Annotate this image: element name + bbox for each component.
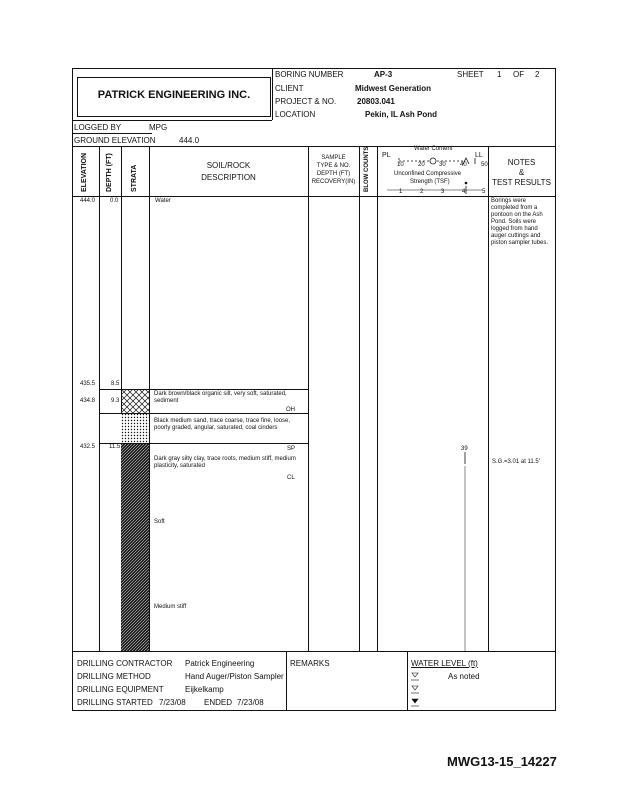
method-value: Hand Auger/Piston Sampler — [185, 672, 284, 681]
client-label: CLIENT — [275, 84, 304, 93]
ucs-label-2: Strength (TSF) — [410, 179, 450, 185]
location-label: LOCATION — [275, 110, 316, 119]
depth-row-0: 0.0 — [110, 198, 119, 204]
sheet-label: SHEET — [457, 70, 484, 79]
client-value: Midwest Generation — [355, 84, 432, 93]
wc-tick-20: 20 — [418, 162, 425, 168]
desc-row-4: Dark gray silty clay, trace roots, medium stiff, medium plasticity, saturated — [154, 456, 296, 469]
desc-row-3: Black medium sand, trace coarse, trace fine, loose, poorly graded, angular, saturated, coal cinders — [154, 418, 291, 431]
notes-header-1: NOTES — [507, 158, 536, 167]
sheet-number: 1 — [497, 70, 502, 79]
ucs-tick-4: 4 — [462, 189, 466, 195]
ended-value: 7/23/08 — [237, 698, 264, 707]
pl-label: PL — [382, 152, 391, 159]
document-id: MWG13-15_14227 — [447, 754, 557, 769]
logged-by-label: LOGGED BY — [74, 123, 122, 132]
boring-number-label: BORING NUMBER — [275, 70, 344, 79]
depth-row-4: 11.5 — [109, 444, 121, 450]
code-row-2: OH — [286, 407, 295, 413]
ground-elevation-label: GROUND ELEVATION — [74, 136, 156, 145]
boring-number: AP-3 — [374, 70, 393, 79]
code-row-3: SP — [287, 446, 296, 452]
equipment-label: DRILLING EQUIPMENT — [77, 685, 164, 694]
ucs-tick-1: 1 — [399, 189, 403, 195]
col-depth: DEPTH (FT) — [106, 153, 113, 192]
firm-name: PATRICK ENGINEERING INC. — [97, 89, 251, 101]
ucs-label-1: Unconfined Compressive — [394, 171, 462, 177]
ucs-tick-3: 3 — [441, 189, 445, 195]
remarks-label: REMARKS — [290, 659, 330, 668]
notes-header-2: & — [518, 168, 525, 177]
notes-test-result: S.G.=3.01 at 11.5' — [492, 459, 540, 465]
water-content-label: Water Content — [414, 146, 453, 152]
project-label: PROJECT & NO. — [275, 97, 337, 106]
plot-line — [460, 452, 472, 651]
elev-row-1: 435.5 — [80, 381, 96, 387]
col-blow-counts: BLOW COUNTS — [364, 146, 370, 192]
water-level-value: As noted — [448, 672, 480, 681]
project-number: 20803.041 — [357, 97, 395, 106]
col-sample-3: DEPTH (FT) — [316, 171, 351, 177]
ll-label: LL — [475, 152, 483, 159]
sheet-of: OF — [513, 70, 525, 79]
ground-elevation-value: 444.0 — [179, 136, 200, 145]
water-level-symbols — [410, 671, 422, 709]
desc-row-0: Water — [155, 198, 171, 204]
wc-tick-30: 30 — [439, 162, 446, 168]
ended-label: ENDED — [204, 698, 233, 707]
contractor-label: DRILLING CONTRACTOR — [77, 659, 173, 668]
wc-tick-10: 10 — [397, 162, 404, 168]
location-value: Pekin, IL Ash Pond — [365, 110, 438, 119]
wc-tick-40: 40 — [460, 162, 467, 168]
ucs-tick-2: 2 — [420, 189, 424, 195]
water-level-label: WATER LEVEL (ft) — [411, 659, 478, 668]
col-elevation: ELEVATION — [81, 152, 88, 192]
col-description: DESCRIPTION — [201, 173, 256, 182]
elev-row-0: 444.0 — [80, 198, 96, 204]
col-soil-rock: SOIL/ROCK — [206, 161, 251, 170]
wc-tick-50: 50 — [481, 162, 488, 168]
elev-row-2: 434.8 — [80, 398, 96, 404]
strata-graphic — [121, 389, 149, 651]
col-sample-2: TYPE & NO. — [316, 163, 351, 169]
method-label: DRILLING METHOD — [77, 672, 151, 681]
col-sample-4: RECOVERY(IN) — [311, 179, 356, 185]
equipment-value: Eijkelkamp — [185, 685, 224, 694]
elev-row-4: 432.5 — [80, 444, 96, 450]
contractor-value: Patrick Engineering — [185, 659, 255, 668]
col-strata: STRATA — [131, 164, 138, 192]
depth-row-2: 9.3 — [111, 398, 120, 404]
logged-by-value: MPG — [149, 123, 168, 132]
notes-general: Borings were completed from a pontoon on the Ash Pond. Soils were logged from hand auger cuttings and piston sampler tubes. — [491, 198, 549, 246]
notes-header-3: TEST RESULTS — [492, 178, 551, 187]
desc-row-6: Medium stiff — [154, 604, 187, 610]
ucs-tick-5: 5 — [482, 189, 486, 195]
plot-value: 39 — [461, 446, 468, 452]
desc-row-5: Soft — [154, 519, 165, 525]
started-value: 7/23/08 — [159, 698, 186, 707]
code-row-4: CL — [287, 475, 295, 481]
sheet-total: 2 — [535, 70, 540, 79]
depth-row-1: 8.5 — [111, 381, 120, 387]
desc-row-2: Dark brown/black organic silt, very soft, saturated, sediment — [154, 391, 287, 404]
started-label: DRILLING STARTED — [77, 698, 153, 707]
col-sample-1: SAMPLE — [321, 155, 346, 161]
